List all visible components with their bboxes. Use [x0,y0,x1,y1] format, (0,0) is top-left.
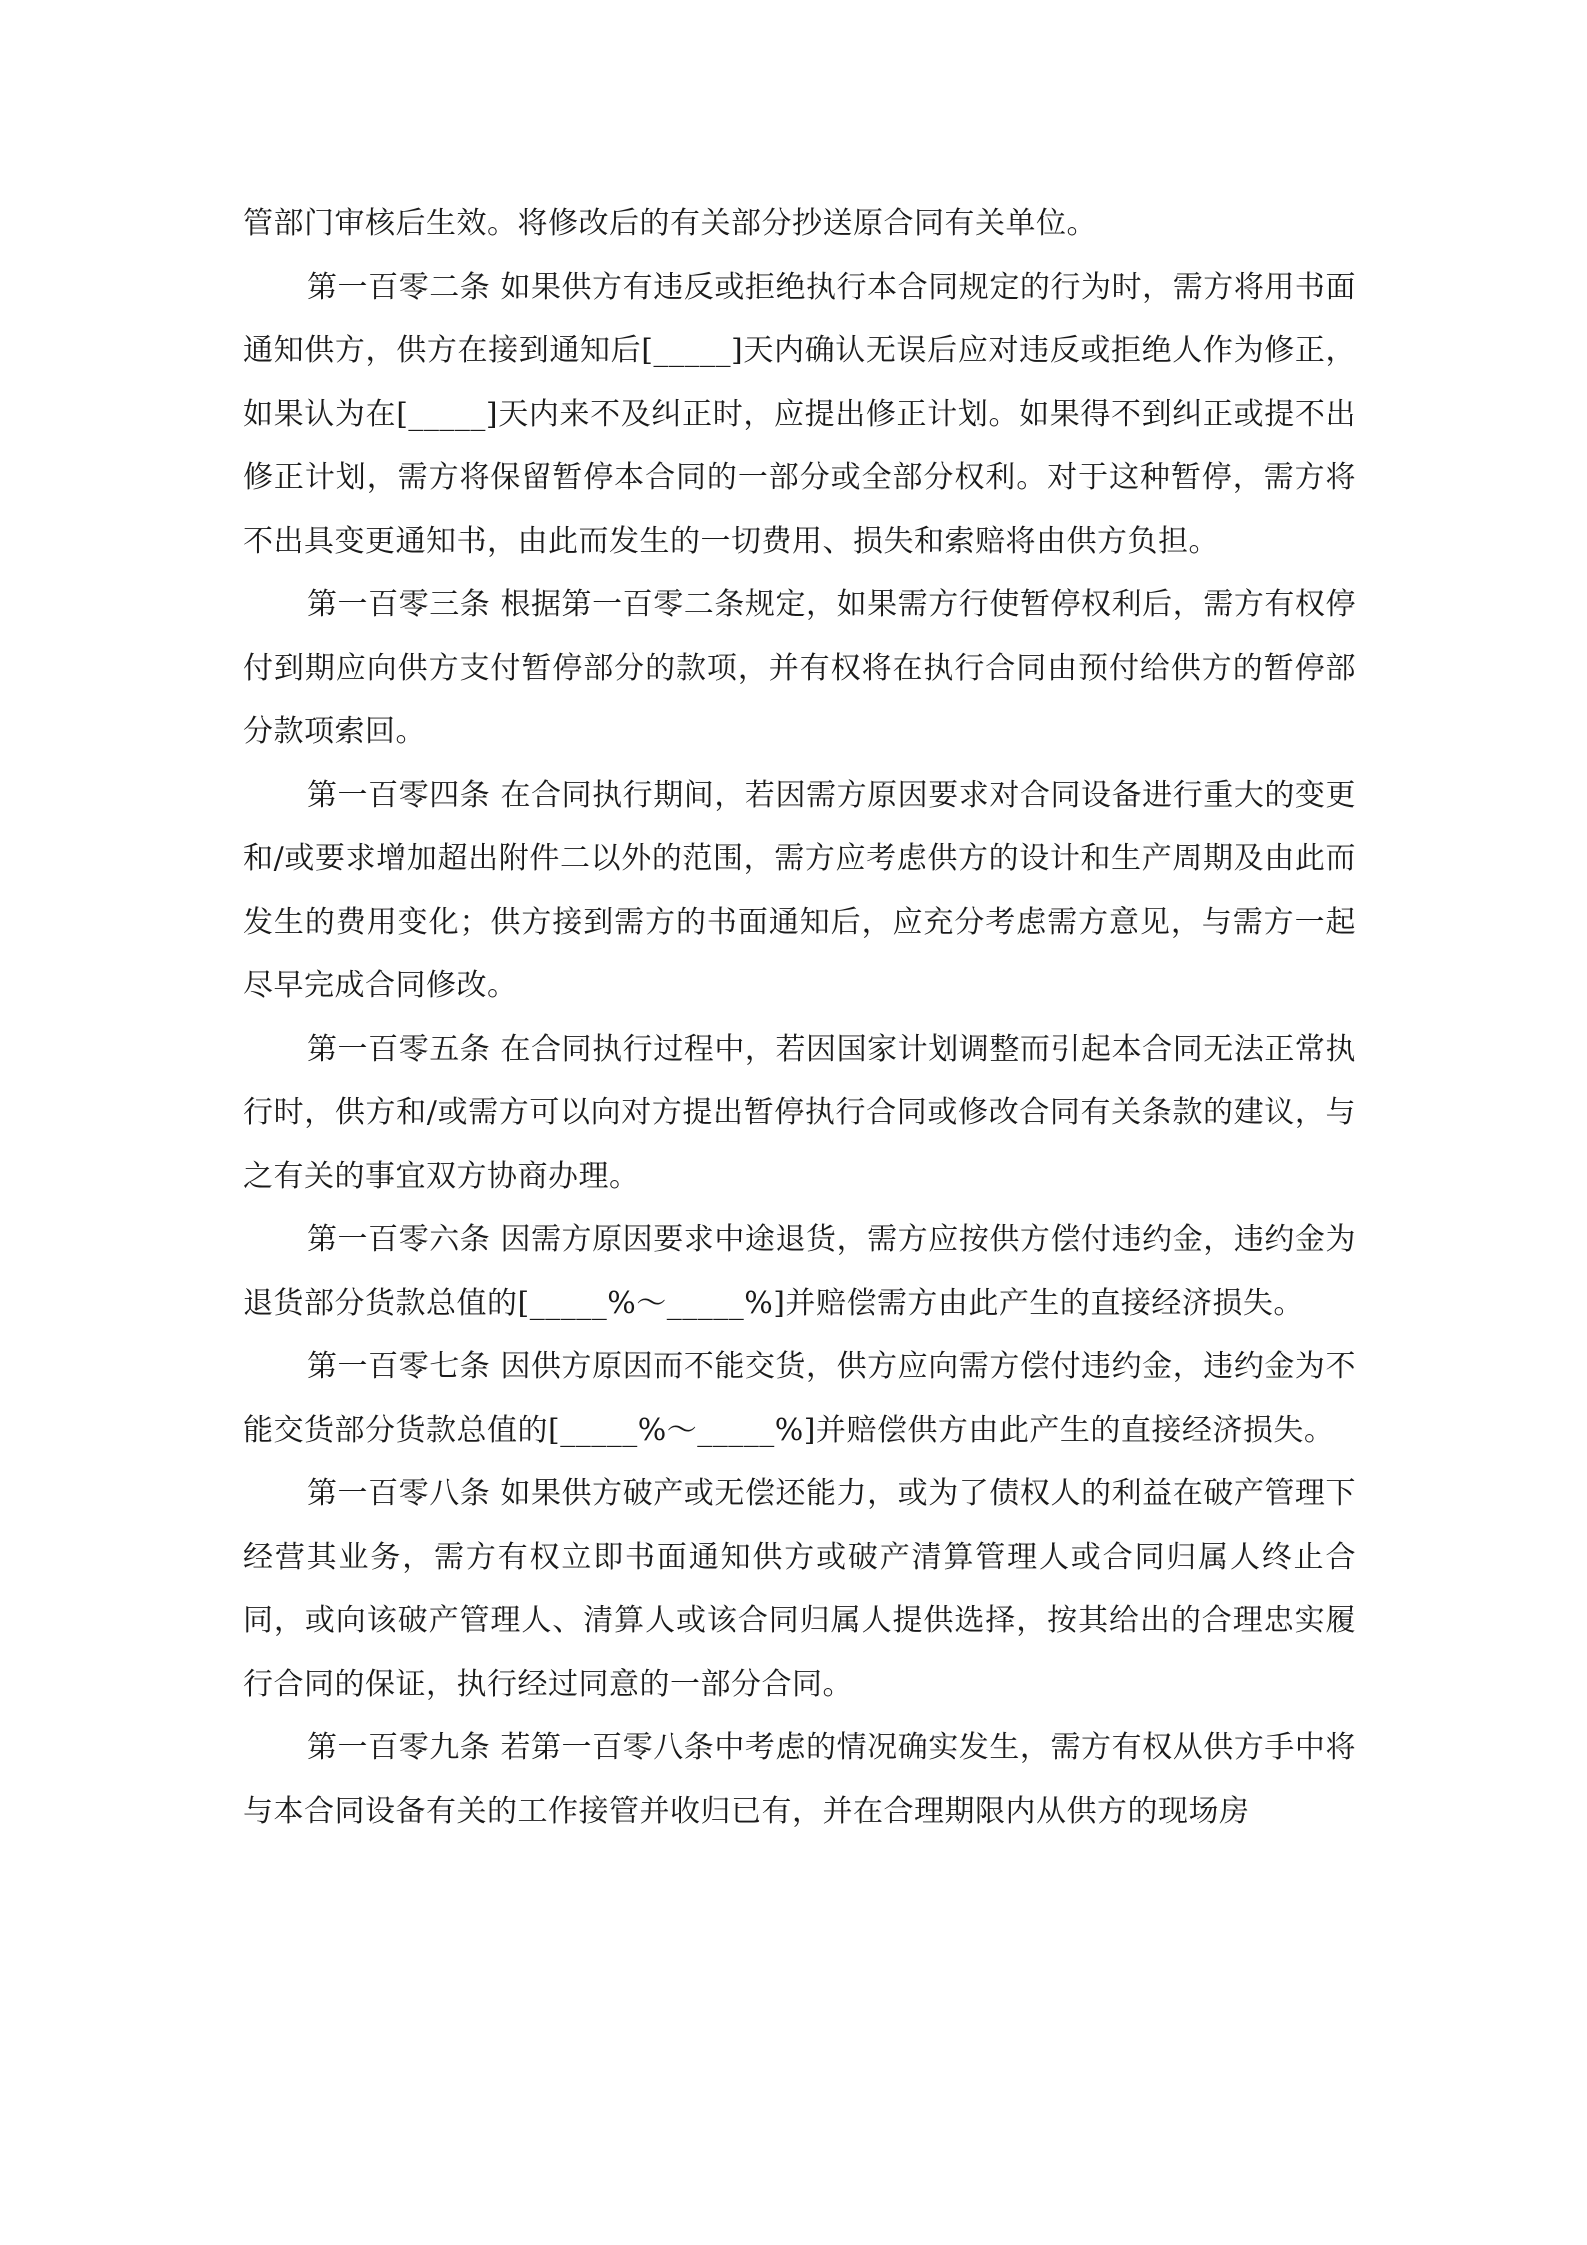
paragraph-article-106: 第一百零六条 因需方原因要求中途退货，需方应按供方偿付违约金，违约金为退货部分货款总值的[_____%～_____%]并赔偿需方由此产生的直接经济损失。 [243,1222,1356,1321]
paragraph-article-108: 第一百零八条 如果供方破产或无偿还能力，或为了债权人的利益在破产管理下经营其业务，需方有权立即书面通知供方或破产清算管理人或合同归属人终止合同，或向该破产管理人、清算人或该合同归属人提供选择，按其给出的合理忠实履行合同的保证，执行经过同意的一部分合同。 [243,1476,1356,1702]
paragraph-article-104: 第一百零四条 在合同执行期间，若因需方原因要求对合同设备进行重大的变更和/或要求增加超出附件二以外的范围，需方应考虑供方的设计和生产周期及由此而发生的费用变化；供方接到需方的书面通知后，应充分考虑需方意见，与需方一起尽早完成合同修改。 [243,777,1356,1003]
paragraph-continuation: 管部门审核后生效。将修改后的有关部分抄送原合同有关单位。 [243,206,1097,241]
paragraph-article-107: 第一百零七条 因供方原因而不能交货，供方应向需方偿付违约金，违约金为不能交货部分货款总值的[_____%～_____%]并赔偿供方由此产生的直接经济损失。 [243,1349,1356,1448]
document-body [243,192,1356,1843]
paragraph-article-109: 第一百零九条 若第一百零八条中考虑的情况确实发生，需方有权从供方手中将与本合同设备有关的工作接管并收归已有，并在合理期限内从供方的现场房 [243,1730,1356,1829]
paragraph-article-103: 第一百零三条 根据第一百零二条规定，如果需方行使暂停权利后，需方有权停付到期应向供方支付暂停部分的款项，并有权将在执行合同由预付给供方的暂停部分款项索回。 [243,587,1356,749]
paragraph-article-105: 第一百零五条 在合同执行过程中，若因国家计划调整而引起本合同无法正常执行时，供方和/或需方可以向对方提出暂停执行合同或修改合同有关条款的建议，与之有关的事宜双方协商办理。 [243,1031,1356,1194]
paragraph-article-102: 第一百零二条 如果供方有违反或拒绝执行本合同规定的行为时，需方将用书面通知供方，供方在接到通知后[_____]天内确认无误后应对违反或拒绝人作为修正，如果认为在[_____]天内来不及纠正时，应提出修正计划。如果得不到纠正或提不出修正计划，需方将保留暂停本合同的一部分或全部分权利。对于这种暂停，需方将不出具变更通知书，由此而发生的一切费用、损失和索赔将由供方负担。 [243,269,1356,559]
